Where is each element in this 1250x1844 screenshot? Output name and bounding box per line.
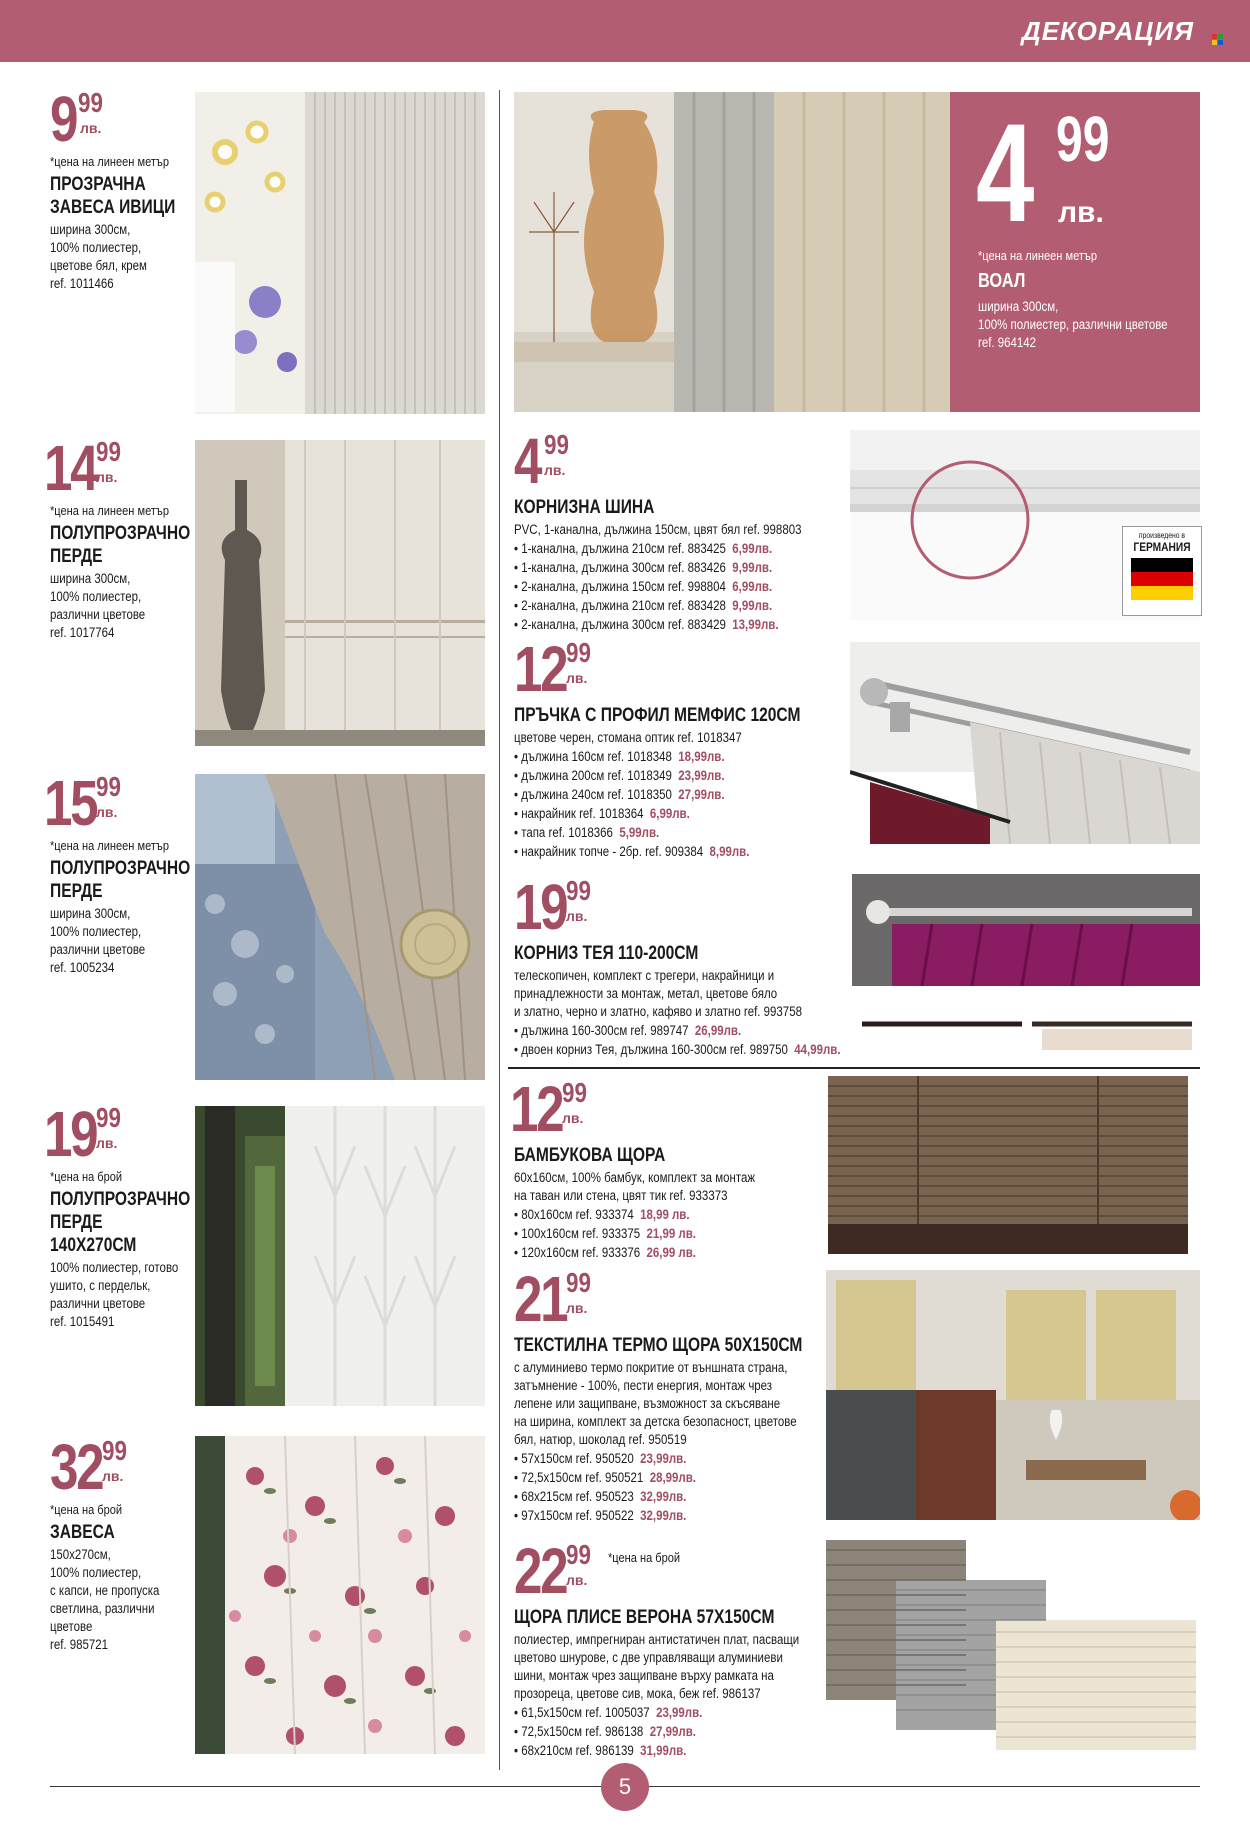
bamboo-blind-photo [828,1076,1188,1254]
product-teya-rod [514,871,854,1059]
price-tag [514,633,844,705]
price-integer: 19 [514,871,567,943]
brand-dots-icon [1212,34,1226,44]
price-integer: 4 [976,94,1035,251]
price-integer: 19 [44,1098,97,1170]
option-list [514,747,844,861]
teya-rod-photo [852,874,1200,1050]
product-desc: цветове черен, стомана оптик ref. 1018347 [514,730,742,745]
price-currency: лв. [1058,196,1104,229]
option-row: • 2-канална, дължина 300см ref. 883429 13,99лв. [514,617,779,632]
price-currency: лв. [96,469,118,485]
price-tag [514,1535,844,1607]
price-tag [510,1073,830,1145]
price-decimal: 99 [78,87,103,118]
sheer-stripes-photo [195,92,485,414]
header-bar [0,0,1250,62]
product-name: ТЕКСТИЛНА ТЕРМО ЩОРА 50X150СМ [514,1335,803,1356]
product-name: ПРЪЧКА С ПРОФИЛ МЕМФИС 120СМ [514,705,801,726]
product-name: ЗАВЕСА [50,1522,115,1543]
price-decimal: 99 [544,429,569,460]
product-desc: с алуминиево термо покритие от външната страна, затъмнение - 100%, пести енергия, монтаж чрез лепене или защипване, възможност за скъсяване на ширина, комплект за детска безопасност, цветове бял, натюр, шоколад ref. 950519 [514,1360,797,1447]
product-curtain-floral [50,1431,200,1654]
product-name: ПРОЗРАЧНА ЗАВЕСА ИВИЦИ [50,174,176,218]
product-name: ПОЛУПРОЗРАЧНО ПЕРДЕ [50,858,191,902]
pleated-blind-photo [826,1520,1200,1756]
option-row: • тапа ref. 1018366 5,99лв. [514,825,660,840]
memphis-rod-photo [850,642,1200,844]
price-decimal: 99 [96,1102,121,1133]
product-name: КОРНИЗНА ШИНА [514,497,655,518]
option-row: • 1-канална, дължина 300см ref. 883426 9,99лв. [514,560,773,575]
price-integer: 9 [50,83,77,155]
price-note: *цена на линеен метър [50,154,169,169]
price-currency: лв. [102,1468,124,1484]
product-semi-sheer-2 [44,767,194,977]
product-name: ПОЛУПРОЗРАЧНО ПЕРДЕ [50,523,191,567]
price-decimal: 99 [96,771,121,802]
voile-photo [514,92,952,412]
option-list [514,539,844,634]
product-desc: ширина 300см, 100% полиестер, цветове бял, крем ref. 1011466 [50,222,147,291]
product-desc: 60x160см, 100% бамбук, комплект за монтаж на таван или стена, цвят тик ref. 933373 [514,1170,756,1203]
price-tag [50,83,200,155]
option-row: • 100x160см ref. 933375 21,99 лв. [514,1226,696,1241]
option-row: • дължина 160-300см ref. 989747 26,99лв. [514,1023,742,1038]
price-currency: лв. [566,1572,588,1588]
price-tag [44,1098,194,1170]
section-divider [508,1067,1200,1069]
price-note: *цена на брой [50,1169,123,1184]
price-tag [514,425,844,497]
price-decimal: 99 [96,436,121,467]
price-integer: 15 [44,767,97,839]
option-row: • накрайник ref. 1018364 6,99лв. [514,806,690,821]
product-desc: ширина 300см, 100% полиестер, различни цветове ref. 1017764 [50,571,146,640]
option-row: • 57x150см ref. 950520 23,99лв. [514,1451,687,1466]
option-row: • накрайник топче - 2бр. ref. 909384 8,99лв. [514,844,750,859]
page-number: 5 [601,1763,649,1811]
product-desc: ширина 300см, 100% полиестер, различни цветове ref. 964142 [978,299,1168,350]
product-desc: телескопичен, комплект с трегери, накрайници и принадлежности за монтаж, метал, цветове бяло и златно, черно и златно, кафяво и златно ref. 993758 [514,968,802,1019]
price-integer: 22 [514,1535,567,1607]
option-row: • дължина 200см ref. 1018349 23,99лв. [514,768,725,783]
price-currency: лв. [562,1110,584,1126]
product-desc: 150x270см, 100% полиестер, с капси, не пропуска светлина, различни цветове ref. 985721 [50,1547,160,1652]
option-row: • 80x160см ref. 933374 18,99 лв. [514,1207,690,1222]
price-tag [44,767,194,839]
option-row: • 2-канална, дължина 150см ref. 998804 6,99лв. [514,579,773,594]
semi-sheer-tieback-photo [195,774,485,1080]
option-row: • 61,5x150см ref. 1005037 23,99лв. [514,1705,703,1720]
price-decimal: 99 [566,1267,591,1298]
price-note: *цена на брой [608,1550,681,1565]
price-currency: лв. [96,1135,118,1151]
product-desc: PVC, 1-канална, дължина 150см, цвят бял ref. 998803 [514,522,802,537]
price-tag [514,871,854,943]
price-decimal: 99 [102,1435,127,1466]
option-row: • 1-канална, дължина 210см ref. 883425 6,99лв. [514,541,773,556]
price-note: *цена на брой [50,1502,123,1517]
voile-price-panel [950,92,1200,412]
product-memphis-rod [514,633,844,861]
option-row: • 72,5x150см ref. 986138 27,99лв. [514,1724,696,1739]
option-row: • двоен корниз Тея, дължина 160-300см ref. 989750 44,99лв. [514,1042,841,1057]
option-list [514,1205,830,1262]
semi-sheer-window-photo [195,1106,485,1406]
product-thermo-blind [514,1263,844,1525]
option-row: • дължина 160см ref. 1018348 18,99лв. [514,749,725,764]
price-integer: 12 [510,1073,563,1145]
price-currency: лв. [566,1300,588,1316]
price-decimal: 99 [1056,103,1110,175]
product-desc: ширина 300см, 100% полиестер, различни цветове ref. 1005234 [50,906,146,975]
price-currency: лв. [544,462,566,478]
price-integer: 32 [50,1431,103,1503]
option-row: • 68x215см ref. 950523 32,99лв. [514,1489,687,1504]
option-list [514,1703,844,1760]
option-row: • 120x160см ref. 933376 26,99 лв. [514,1245,696,1260]
section-title: ДЕКОРАЦИЯ [1021,16,1194,46]
thermo-blind-photo [826,1270,1200,1520]
price-note: *цена на линеен метър [978,248,1097,263]
option-row: • 72,5x150см ref. 950521 28,99лв. [514,1470,696,1485]
price-note: *цена на линеен метър [50,838,169,853]
product-semi-sheer-3 [44,1098,194,1331]
price-decimal: 99 [566,1539,591,1570]
floral-curtain-photo [195,1436,485,1754]
price-decimal: 99 [566,637,591,668]
option-row: • 68x210см ref. 986139 31,99лв. [514,1743,687,1758]
product-desc: полиестер, импрегниран антистатичен плат, пасващи цветово шнурове, с две управляващи алуминиеви шини, монтаж чрез защипване върху рамката на прозореца, цветове сив, мока, беж ref. 986137 [514,1632,800,1701]
price-currency: лв. [80,120,102,136]
product-name: БАМБУКОВА ЩОРА [514,1145,666,1166]
product-semi-sheer-1 [44,432,194,642]
option-list [514,1449,844,1525]
price-integer: 21 [514,1263,567,1335]
price-integer: 4 [514,425,541,497]
price-integer: 12 [514,633,567,705]
price-tag [50,1431,200,1503]
semi-sheer-vase-photo [195,440,485,746]
price-decimal: 99 [566,875,591,906]
made-in-germany-badge: произведено в ГЕРМАНИЯ [1122,526,1202,616]
price-tag [44,432,194,504]
option-row: • 97x150см ref. 950522 32,99лв. [514,1508,687,1523]
price-decimal: 99 [562,1077,587,1108]
product-name: КОРНИЗ ТЕЯ 110-200СМ [514,943,699,964]
price-integer: 14 [44,432,97,504]
price-currency: лв. [566,908,588,924]
product-sheer-stripes [50,83,200,293]
option-list [514,1021,854,1059]
price-note: *цена на линеен метър [50,503,169,518]
option-row: • дължина 240см ref. 1018350 27,99лв. [514,787,725,802]
product-pleated-blind [514,1535,844,1760]
price-currency: лв. [566,670,588,686]
price-currency: лв. [96,804,118,820]
product-name: ВОАЛ [978,270,1026,292]
germany-flag-icon [1131,558,1193,600]
product-bamboo-blind [510,1073,830,1262]
product-name: ПОЛУПРОЗРАЧНО ПЕРДЕ 140X270СМ [50,1189,191,1256]
product-curtain-track [514,425,844,634]
option-row: • 2-канална, дължина 210см ref. 883428 9,99лв. [514,598,773,613]
price-tag [514,1263,844,1335]
column-divider [499,90,500,1770]
product-desc: 100% полиестер, готово ушито, с пердельк, различни цветове ref. 1015491 [50,1260,179,1329]
product-name: ЩОРА ПЛИСЕ ВЕРОНА 57X150СМ [514,1607,775,1628]
